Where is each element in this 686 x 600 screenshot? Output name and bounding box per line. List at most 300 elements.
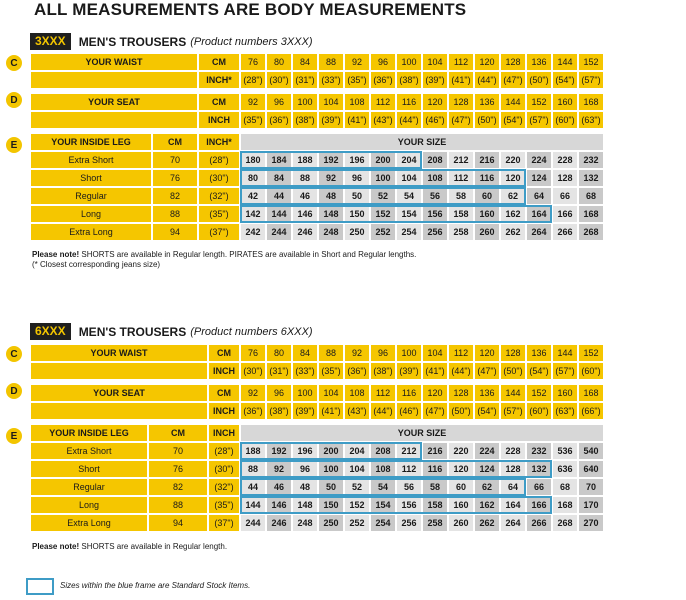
size-cell: 50 — [318, 478, 344, 496]
seat-cm-cell: 128 — [448, 93, 474, 111]
leg-cm-value: 88 — [148, 496, 208, 514]
size-cell: 128 — [552, 169, 578, 187]
size-cell: 248 — [292, 514, 318, 532]
seat-spacer — [30, 402, 208, 420]
seat-inch-cell: (38") — [266, 402, 292, 420]
size-cell: 80 — [240, 169, 266, 187]
section-subtitle: (Product numbers 6XXX) — [190, 325, 313, 338]
leg-length-name: Long — [30, 205, 152, 223]
size-cell: 124 — [526, 169, 552, 187]
waist-cm-cell: 128 — [500, 344, 526, 362]
size-cell: 112 — [448, 169, 474, 187]
inside-leg-label: YOUR INSIDE LEG — [30, 133, 152, 151]
waist-cm-cell: 136 — [526, 344, 552, 362]
seat-inch-cell: (39") — [318, 111, 344, 129]
unit-cm: CM — [208, 344, 240, 362]
size-cell: 266 — [552, 223, 578, 241]
leg-inch-value: (35") — [198, 205, 240, 223]
size-cell: 228 — [552, 151, 578, 169]
leg-cm-value: 88 — [152, 205, 198, 223]
waist-inch-cell: (36") — [344, 362, 370, 380]
seat-cm-cell: 144 — [500, 384, 526, 402]
waist-cm-cell: 152 — [578, 53, 604, 71]
unit-inch: INCH — [208, 402, 240, 420]
seat-cm-cell: 136 — [474, 384, 500, 402]
waist-inch-row — [30, 71, 604, 89]
size-cell: 244 — [266, 223, 292, 241]
size-cell: 266 — [526, 514, 552, 532]
note-bold: Please note! — [32, 250, 80, 259]
waist-inch-cell: (57") — [552, 362, 578, 380]
size-cell: 254 — [370, 514, 396, 532]
size-cell: 62 — [500, 187, 526, 205]
leg-cm-value: 70 — [148, 442, 208, 460]
size-cell: 44 — [266, 187, 292, 205]
size-cell: 58 — [448, 187, 474, 205]
size-cell: 250 — [344, 223, 370, 241]
stock-frame — [240, 187, 526, 205]
size-cell: 146 — [266, 496, 292, 514]
stock-frame — [240, 496, 552, 514]
waist-inch-cell: (35") — [344, 71, 370, 89]
waist-inch-cell: (38") — [396, 71, 422, 89]
leg-inch-value: (37") — [208, 514, 240, 532]
size-cell: 258 — [422, 514, 448, 532]
seat-cm-cell: 108 — [344, 93, 370, 111]
leg-inch-value: (30") — [198, 169, 240, 187]
waist-spacer — [30, 362, 208, 380]
seat-cm-cell: 128 — [448, 384, 474, 402]
leg-inch-value: (32") — [198, 187, 240, 205]
size-cell: 84 — [266, 169, 292, 187]
seat-inch-cell: (47") — [448, 111, 474, 129]
seat-inch-cell: (36") — [240, 402, 266, 420]
size-cell: 96 — [344, 169, 370, 187]
seat-cm-cell: 152 — [526, 93, 552, 111]
size-cell: 112 — [396, 460, 422, 478]
size-cell: 248 — [318, 223, 344, 241]
size-cell: 156 — [422, 205, 448, 223]
seat-cm-cell: 160 — [552, 93, 578, 111]
seat-cm-cell: 104 — [318, 93, 344, 111]
leg-inch-value: (30") — [208, 460, 240, 478]
section-header-3xxx — [30, 33, 313, 50]
waist-cm-cell: 96 — [370, 53, 396, 71]
size-cell: 144 — [240, 496, 266, 514]
stock-frame — [240, 151, 422, 169]
size-cell: 232 — [526, 442, 552, 460]
size-cell: 116 — [474, 169, 500, 187]
size-cell: 104 — [344, 460, 370, 478]
waist-inch-cell: (57") — [578, 71, 604, 89]
size-cell: 164 — [526, 205, 552, 223]
waist-inch-cell: (31") — [292, 71, 318, 89]
size-cell: 132 — [578, 169, 604, 187]
waist-cm-cell: 100 — [396, 53, 422, 71]
leg-length-name: Extra Short — [30, 151, 152, 169]
your-size-header: YOUR SIZE — [240, 133, 604, 151]
seat-inch-cell: (41") — [344, 111, 370, 129]
unit-inch: INCH* — [198, 71, 240, 89]
seat-cm-cell: 136 — [474, 93, 500, 111]
unit-cm: CM — [198, 53, 240, 71]
size-cell: 208 — [422, 151, 448, 169]
size-cell: 144 — [266, 205, 292, 223]
size-cell: 196 — [344, 151, 370, 169]
seat-cm-cell: 112 — [370, 93, 396, 111]
size-cell: 60 — [448, 478, 474, 496]
leg-header-row — [30, 424, 604, 442]
waist-cm-row — [30, 344, 604, 362]
page-title: ALL MEASUREMENTS ARE BODY MEASUREMENTS — [34, 0, 467, 19]
waist-spacer — [30, 71, 198, 89]
size-cell: 164 — [500, 496, 526, 514]
size-cell: 260 — [474, 223, 500, 241]
size-cell: 188 — [292, 151, 318, 169]
seat-inch-cell: (39") — [292, 402, 318, 420]
size-cell: 224 — [526, 151, 552, 169]
seat-cm-cell: 92 — [240, 93, 266, 111]
leg-length-name: Long — [30, 496, 148, 514]
size-cell: 262 — [474, 514, 500, 532]
waist-cm-cell: 144 — [552, 53, 578, 71]
waist-cm-cell: 104 — [422, 53, 448, 71]
marker-d-6xxx: D — [6, 383, 22, 399]
size-cell: 46 — [292, 187, 318, 205]
seat-cm-cell: 168 — [578, 384, 604, 402]
size-cell: 64 — [526, 187, 552, 205]
leg-cm-value: 94 — [148, 514, 208, 532]
size-cell: 536 — [552, 442, 578, 460]
marker-e-3xxx: E — [6, 137, 22, 153]
size-cell: 270 — [578, 514, 604, 532]
unit-cm: CM — [208, 384, 240, 402]
size-cell: 108 — [422, 169, 448, 187]
waist-inch-cell: (39") — [422, 71, 448, 89]
seat-label: YOUR SEAT — [30, 384, 208, 402]
waist-cm-cell: 136 — [526, 53, 552, 71]
size-row — [30, 223, 604, 241]
unit-cm: CM — [152, 133, 198, 151]
size-cell: 268 — [578, 223, 604, 241]
section-header-6xxx — [30, 323, 313, 340]
leg-inch-value: (28") — [208, 442, 240, 460]
waist-cm-cell: 84 — [292, 53, 318, 71]
seat-cm-row — [30, 93, 604, 111]
waist-cm-cell: 100 — [396, 344, 422, 362]
size-cell: 162 — [474, 496, 500, 514]
size-cell: 92 — [266, 460, 292, 478]
seat-cm-cell: 144 — [500, 93, 526, 111]
size-cell: 48 — [292, 478, 318, 496]
leg-inch-value: (28") — [198, 151, 240, 169]
size-cell: 264 — [526, 223, 552, 241]
size-cell: 66 — [552, 187, 578, 205]
size-cell: 148 — [318, 205, 344, 223]
seat-inch-cell: (54") — [500, 111, 526, 129]
seat-inch-cell: (36") — [266, 111, 292, 129]
waist-cm-cell: 120 — [474, 53, 500, 71]
leg-cm-value: 70 — [152, 151, 198, 169]
size-cell: 100 — [318, 460, 344, 478]
size-cell: 68 — [578, 187, 604, 205]
size-cell: 212 — [396, 442, 422, 460]
size-cell: 56 — [422, 187, 448, 205]
marker-c-6xxx: C — [6, 346, 22, 362]
size-cell: 192 — [318, 151, 344, 169]
size-cell: 540 — [578, 442, 604, 460]
waist-inch-cell: (54") — [552, 71, 578, 89]
size-cell: 166 — [526, 496, 552, 514]
size-cell: 100 — [370, 169, 396, 187]
size-cell: 48 — [318, 187, 344, 205]
waist-cm-cell: 88 — [318, 53, 344, 71]
waist-cm-cell: 80 — [266, 53, 292, 71]
waist-inch-cell: (47") — [474, 362, 500, 380]
unit-inch: INCH — [208, 362, 240, 380]
section-subtitle: (Product numbers 3XXX) — [190, 35, 313, 48]
size-cell: 224 — [474, 442, 500, 460]
seat-inch-cell: (66") — [578, 402, 604, 420]
seat-spacer — [30, 111, 198, 129]
size-cell: 200 — [318, 442, 344, 460]
leg-header-row — [30, 133, 604, 151]
stock-frame — [240, 478, 526, 496]
size-cell: 170 — [578, 496, 604, 514]
size-cell: 184 — [266, 151, 292, 169]
size-cell: 152 — [344, 496, 370, 514]
seat-inch-cell: (60") — [552, 111, 578, 129]
seat-inch-cell: (43") — [344, 402, 370, 420]
waist-cm-cell: 96 — [370, 344, 396, 362]
size-cell: 58 — [422, 478, 448, 496]
size-cell: 640 — [578, 460, 604, 478]
leg-length-name: Regular — [30, 478, 148, 496]
size-cell: 264 — [500, 514, 526, 532]
waist-cm-cell: 104 — [422, 344, 448, 362]
size-cell: 216 — [422, 442, 448, 460]
waist-cm-cell: 76 — [240, 53, 266, 71]
seat-inch-cell: (57") — [500, 402, 526, 420]
size-cell: 220 — [448, 442, 474, 460]
size-cell: 128 — [500, 460, 526, 478]
waist-inch-cell: (35") — [318, 362, 344, 380]
size-cell: 268 — [552, 514, 578, 532]
size-cell: 124 — [474, 460, 500, 478]
waist-inch-cell: (28") — [240, 71, 266, 89]
note-text: SHORTS are available in Regular length. — [79, 542, 228, 551]
size-cell: 232 — [578, 151, 604, 169]
seat-inch-cell: (38") — [292, 111, 318, 129]
size-cell: 42 — [240, 187, 266, 205]
seat-cm-cell: 116 — [396, 384, 422, 402]
size-cell: 256 — [396, 514, 422, 532]
size-cell: 120 — [448, 460, 474, 478]
size-cell: 196 — [292, 442, 318, 460]
leg-cm-value: 82 — [148, 478, 208, 496]
stock-frame — [240, 205, 552, 223]
waist-label: YOUR WAIST — [30, 53, 198, 71]
seat-inch-cell: (47") — [422, 402, 448, 420]
seat-cm-cell: 116 — [396, 93, 422, 111]
seat-inch-cell: (44") — [396, 111, 422, 129]
size-cell: 66 — [526, 478, 552, 496]
marker-d-3xxx: D — [6, 92, 22, 108]
seat-inch-cell: (63") — [578, 111, 604, 129]
inside-leg-label: YOUR INSIDE LEG — [30, 424, 148, 442]
unit-inch: INCH — [198, 111, 240, 129]
seat-cm-cell: 108 — [344, 384, 370, 402]
unit-cm: CM — [148, 424, 208, 442]
waist-inch-cell: (44") — [448, 362, 474, 380]
size-cell: 120 — [500, 169, 526, 187]
leg-length-name: Extra Long — [30, 223, 152, 241]
size-cell: 92 — [318, 169, 344, 187]
seat-inch-cell: (46") — [396, 402, 422, 420]
waist-inch-cell: (36") — [370, 71, 396, 89]
waist-cm-cell: 112 — [448, 53, 474, 71]
stock-frame-legend-box — [26, 578, 54, 595]
waist-cm-cell: 120 — [474, 344, 500, 362]
size-cell: 180 — [240, 151, 266, 169]
seat-inch-cell: (50") — [448, 402, 474, 420]
size-cell: 244 — [240, 514, 266, 532]
size-cell: 204 — [396, 151, 422, 169]
leg-cm-value: 76 — [152, 169, 198, 187]
product-code-badge: 6XXX — [30, 323, 71, 340]
size-cell: 252 — [370, 223, 396, 241]
seat-inch-cell: (43") — [370, 111, 396, 129]
size-cell: 216 — [474, 151, 500, 169]
size-cell: 88 — [240, 460, 266, 478]
size-cell: 156 — [396, 496, 422, 514]
seat-inch-cell: (46") — [422, 111, 448, 129]
leg-length-name: Extra Long — [30, 514, 148, 532]
seat-cm-cell: 152 — [526, 384, 552, 402]
waist-inch-cell: (30") — [240, 362, 266, 380]
size-cell: 204 — [344, 442, 370, 460]
size-cell: 64 — [500, 478, 526, 496]
size-cell: 168 — [578, 205, 604, 223]
marker-c-3xxx: C — [6, 55, 22, 71]
waist-cm-row — [30, 53, 604, 71]
seat-cm-cell: 160 — [552, 384, 578, 402]
waist-label: YOUR WAIST — [30, 344, 208, 362]
size-cell: 160 — [474, 205, 500, 223]
size-cell: 250 — [318, 514, 344, 532]
size-cell: 212 — [448, 151, 474, 169]
waist-cm-cell: 88 — [318, 344, 344, 362]
size-cell: 46 — [266, 478, 292, 496]
waist-inch-cell: (31") — [266, 362, 292, 380]
size-cell: 116 — [422, 460, 448, 478]
leg-inch-value: (32") — [208, 478, 240, 496]
size-cell: 44 — [240, 478, 266, 496]
leg-inch-value: (35") — [208, 496, 240, 514]
stock-frame — [240, 460, 552, 478]
note-line2: (* Closest corresponding jeans size) — [32, 260, 161, 269]
size-cell: 158 — [422, 496, 448, 514]
seat-cm-cell: 100 — [292, 384, 318, 402]
size-cell: 254 — [396, 223, 422, 241]
product-code-badge: 3XXX — [30, 33, 71, 50]
size-cell: 132 — [526, 460, 552, 478]
leg-length-name: Regular — [30, 187, 152, 205]
waist-inch-cell: (33") — [318, 71, 344, 89]
size-cell: 154 — [370, 496, 396, 514]
size-cell: 96 — [292, 460, 318, 478]
size-cell: 636 — [552, 460, 578, 478]
size-cell: 62 — [474, 478, 500, 496]
size-cell: 200 — [370, 151, 396, 169]
note-text: SHORTS are available in Regular length. PIRATES are available in Short and Regular lengths. — [79, 250, 417, 259]
section-title: MEN'S TROUSERS — [78, 324, 187, 339]
size-cell: 208 — [370, 442, 396, 460]
seat-cm-cell: 112 — [370, 384, 396, 402]
seat-label: YOUR SEAT — [30, 93, 198, 111]
stock-frame — [240, 442, 422, 460]
waist-cm-cell: 80 — [266, 344, 292, 362]
seat-inch-cell: (57") — [526, 111, 552, 129]
note-bold: Please note! — [32, 542, 80, 551]
leg-cm-value: 82 — [152, 187, 198, 205]
seat-inch-cell: (63") — [552, 402, 578, 420]
size-cell: 68 — [552, 478, 578, 496]
leg-length-name: Short — [30, 169, 152, 187]
size-cell: 162 — [500, 205, 526, 223]
seat-cm-cell: 168 — [578, 93, 604, 111]
leg-inch-value: (37") — [198, 223, 240, 241]
size-cell: 252 — [344, 514, 370, 532]
seat-cm-cell: 92 — [240, 384, 266, 402]
size-cell: 54 — [370, 478, 396, 496]
seat-cm-cell: 96 — [266, 384, 292, 402]
size-cell: 152 — [370, 205, 396, 223]
waist-inch-cell: (54") — [526, 362, 552, 380]
size-cell: 104 — [396, 169, 422, 187]
unit-cm: CM — [198, 93, 240, 111]
waist-inch-cell: (38") — [370, 362, 396, 380]
size-cell: 50 — [344, 187, 370, 205]
size-cell: 158 — [448, 205, 474, 223]
size-cell: 56 — [396, 478, 422, 496]
size-cell: 192 — [266, 442, 292, 460]
waist-inch-cell: (50") — [500, 362, 526, 380]
size-cell: 246 — [292, 223, 318, 241]
seat-inch-row — [30, 111, 604, 129]
size-cell: 246 — [266, 514, 292, 532]
waist-inch-cell: (30") — [266, 71, 292, 89]
unit-inch: INCH* — [198, 133, 240, 151]
size-cell: 220 — [500, 151, 526, 169]
stock-frame-legend-text: Sizes within the blue frame are Standard Stock Items. — [60, 581, 251, 590]
leg-cm-value: 94 — [152, 223, 198, 241]
waist-cm-cell: 92 — [344, 53, 370, 71]
waist-inch-cell: (47") — [500, 71, 526, 89]
size-cell: 52 — [344, 478, 370, 496]
size-cell: 168 — [552, 496, 578, 514]
waist-inch-cell: (33") — [292, 362, 318, 380]
size-cell: 150 — [318, 496, 344, 514]
stock-frame — [240, 169, 526, 187]
seat-cm-cell: 120 — [422, 384, 448, 402]
seat-inch-cell: (54") — [474, 402, 500, 420]
waist-inch-cell: (50") — [526, 71, 552, 89]
leg-length-name: Short — [30, 460, 148, 478]
size-cell: 256 — [422, 223, 448, 241]
note-3xxx — [32, 250, 416, 270]
waist-cm-cell: 152 — [578, 344, 604, 362]
